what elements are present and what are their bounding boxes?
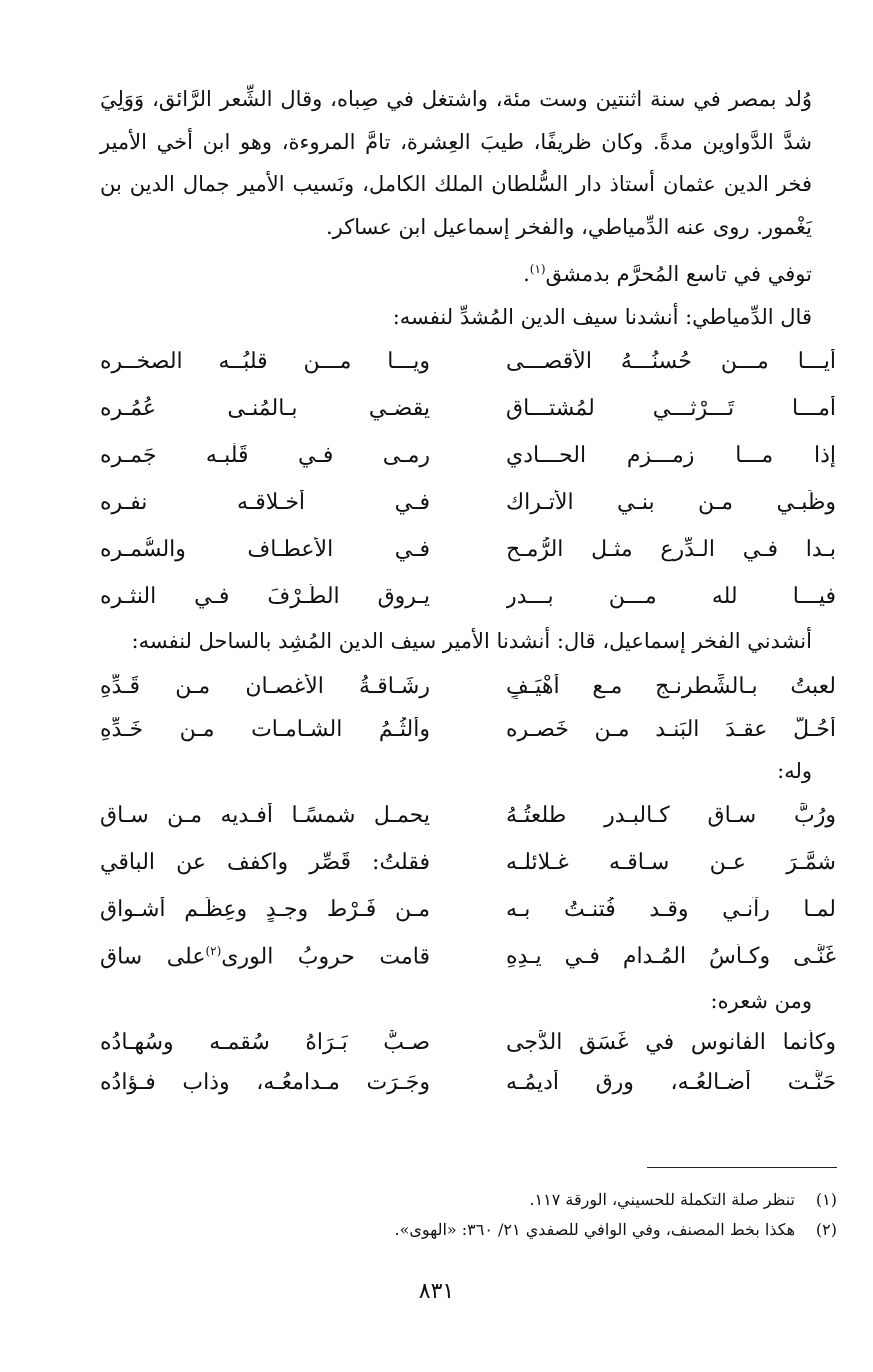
biography-text: وُلد بمصر في سنة اثنتين وست مئة، واشتغل في صِباه، وقال الشِّعر الرَّائق، وَوَلِيَ شدَّ الدَّواوين مدةً. وكان ظريفًا، طيبَ العِشرة، تامَّ المروءة، وهو ابن أخي الأمير فخر الدين عثمان أستاذ دار السُّلطان الملك الكامل، ونَسيب الأمير جمال الدين بن يَغْمور. روى عنه الدِّمياطي، والفخر إسماعيل ابن عساكر. — [100, 87, 812, 239]
hemistich-1: بـدا فـي الـدِّرع مثـل الرُّمـح — [506, 537, 836, 562]
hemistich-2: وألثُـمُ الشـامـات مـن خَـدِّهِ — [100, 717, 430, 742]
page-number: ٨٣١ — [418, 1279, 455, 1304]
verse — [100, 526, 836, 573]
min-shiirih-heading: ومن شعره: — [710, 989, 812, 1013]
page-body — [100, 78, 836, 1103]
hemistich-2: فـي أخـلاقـه نفـره — [100, 490, 430, 515]
biography-paragraph — [100, 78, 836, 248]
verse — [100, 385, 836, 432]
footnote-separator — [647, 1167, 837, 1168]
verse — [100, 839, 836, 886]
hemistich-1: شمَّـرَ عـن سـاقـه غـلائلـه — [506, 850, 836, 875]
death-line — [100, 248, 836, 296]
footnotes — [100, 1185, 837, 1245]
hemistich-2: وجَـرَت مـدامعُـه، وذاب فـؤادُه — [100, 1070, 430, 1095]
hemistich-1: وظَبـيٍ مـن بنـي الأتـراك — [506, 490, 836, 515]
hemistich-2-a: قامت حروبُ الورى — [221, 944, 430, 970]
poem-3 — [100, 792, 836, 980]
fakhr-intro-text: أنشدني الفخر إسماعيل، قال: أنشدنا الأمير سيف الدين المُشِد بالساحل لنفسه: — [131, 629, 812, 653]
footnote-ref-2: (٢) — [205, 943, 222, 958]
verse — [100, 886, 836, 933]
hemistich-1: أحُـلُّ عقـدَ البَنـد مـن خَصـره — [506, 717, 836, 742]
hemistich-1: فيـــا لله مـــن بـــدرٍ — [506, 584, 836, 609]
fakhr-intro — [100, 620, 836, 663]
verse — [100, 479, 836, 526]
hemistich-1: لعبتُ بـالشِّطرنـج مـع أهْيَـفٍ — [506, 673, 836, 699]
death-end: . — [523, 262, 530, 286]
hemistich-2: فـي الأعطـاف والسُّمـره — [100, 537, 430, 562]
poem-1 — [100, 338, 836, 620]
verse — [100, 663, 836, 710]
verse — [100, 792, 836, 839]
hemistich-2: رمـى فـي قَلْبـه جَمـره — [100, 443, 430, 468]
hemistich-1: أيـــا مـــن حُسنُـــهُ الأقصـــى — [506, 349, 836, 374]
footnote — [100, 1215, 837, 1245]
hemistich-1: ورُبَّ سـاقٍ كـالبـدرِ طلعتُـهُ — [506, 803, 836, 828]
verse — [100, 1063, 836, 1103]
poem-2 — [100, 663, 836, 750]
hemistich-2: يـروق الطَّـرْفَ فـي النثـره — [100, 584, 430, 609]
dimyati-intro: قال الدِّمياطي: أنشدنا سيف الدين المُشدِّ لنفسه: — [392, 304, 812, 329]
verse — [100, 573, 836, 620]
hemistich-2: رشَـاقـةُ الأغصـان مـن قَـدِّهِ — [100, 673, 430, 699]
verse — [100, 338, 836, 385]
hemistich-2-b: على ساقِ — [100, 944, 206, 970]
footnote-text: تنظر صلة التكملة للحسيني، الورقة ١١٧. — [529, 1190, 795, 1209]
hemistich-1: وكأنما الفانوس في غَسَق الدُّجى — [506, 1030, 836, 1055]
hemistich-1: لمـا رآنـي وقـد فُتنـتُ بـه — [506, 897, 836, 922]
footnote-text: هكذا بخط المصنف، وفي الوافي للصفدي ٢١/ ٣٦٠: «الهوى». — [394, 1220, 795, 1239]
hemistich-2: يقضـي بـالمُنـى عُمُـره — [100, 396, 430, 421]
hemistich-1: إذا مـــا زمـــزم الحـــادي — [506, 443, 836, 468]
hemistich-1: حَنَّـت أضـالعُـه، ورق أديمُـه — [506, 1070, 836, 1095]
verse — [100, 432, 836, 479]
hemistich-2: فقلتُ: قَصِّر واكفف عن الباقي — [100, 850, 430, 875]
verse — [100, 933, 836, 980]
death-text: توفي في تاسع المُحرَّم بدمشق — [545, 262, 812, 286]
footnote-number: (١) — [815, 1190, 837, 1209]
hemistich-2: صـبٌّ بَـرَاهُ سُقمـه وسُهـادُه — [100, 1030, 430, 1055]
footnote-number: (٢) — [815, 1220, 837, 1239]
poem-4 — [100, 1023, 836, 1103]
verse — [100, 710, 836, 750]
hemistich-2: ويـــا مـــن قلبُــه الصخــره — [100, 349, 430, 374]
hemistich-2: يحمـل شمسًـا أفـديه مـن سـاقِ — [100, 803, 430, 828]
footnote-ref-1: (١) — [529, 262, 546, 276]
hemistich-2 — [100, 944, 430, 969]
footnote — [100, 1185, 837, 1215]
verse — [100, 1023, 836, 1063]
hemistich-1: أمـــا تَـــرْثـــي لمُشتـــاقٍ — [506, 396, 836, 421]
wa-lahu-heading: وله: — [777, 758, 812, 783]
hemistich-1: غَنَّـى وكـأسُ المُـدام فـي يـدِهِ — [506, 944, 836, 969]
hemistich-2: مـن فَـرْط وجـدٍ وعِظَـم أشـواقِ — [100, 897, 430, 922]
